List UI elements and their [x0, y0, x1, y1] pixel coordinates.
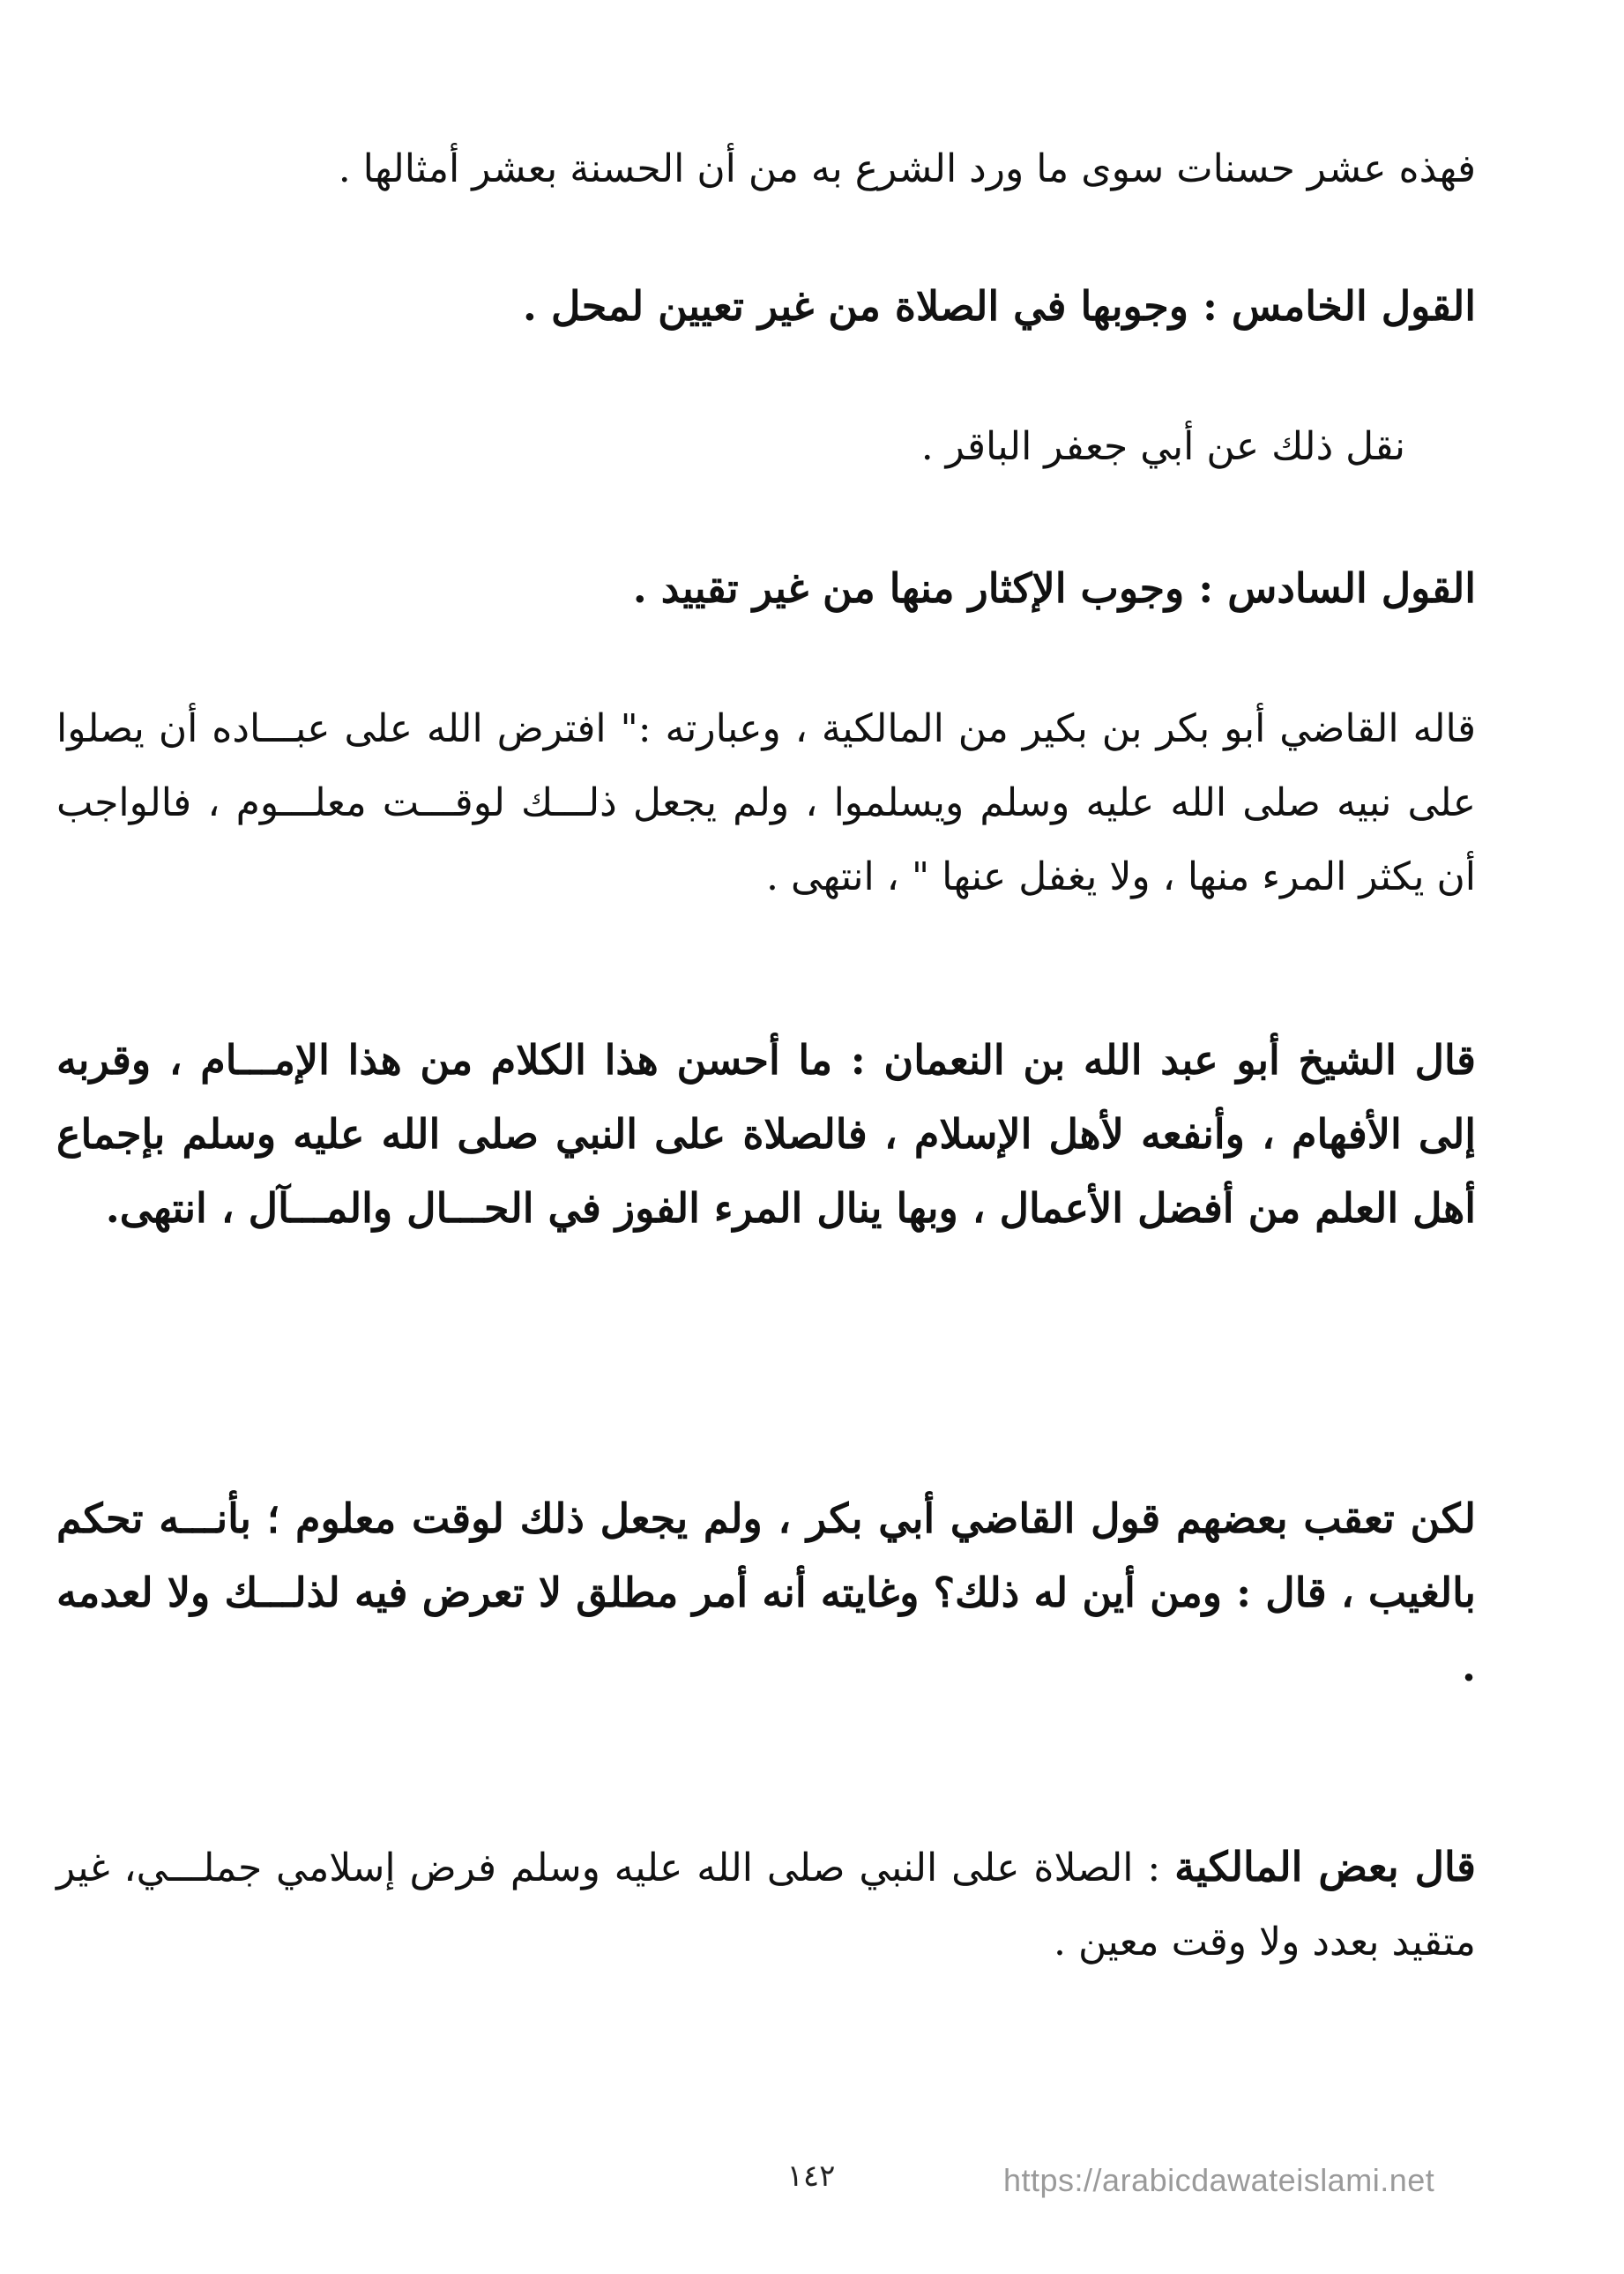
maliki-view-lead: قال بعض المالكية [1174, 1843, 1477, 1890]
paragraph-objection: لكن تعقب بعضهم قول القاضي أبي بكر ، ولم يجعل ذلك لوقت معلوم ؛ بأنـــه تحكم بالغيب ، قال : ومن أين له ذلك؟ وغايته أنه أمر مطلق لا تعرض فيه لذلـــك ولا لعدمه . [56, 1495, 1476, 1690]
paragraph-maliki-view [56, 1830, 1476, 1979]
paragraph-ten-good-deeds: فهذه عشر حسنات سوى ما ورد الشرع به من أن الحسنة بعشر أمثالها . [338, 146, 1476, 191]
maliki-view-text: : الصلاة على النبي صلى الله عليه وسلم فرض إسلامي جملـــي، غير متقيد بعدد ولا وقت معين . [56, 1845, 1476, 1965]
paragraph-qadi-abu-bakr: قاله القاضي أبو بكر بن بكير من المالكية ، وعبارته :" افترض الله على عبـــاده أن يصلوا على نبيه صلى الله عليه وسلم ويسلموا ، ولم يجعل ذلـــك لوقـــت معلـــوم ، فالواجب أن يكثر المرء منها ، ولا يغفل عنها " ، انتهى . [56, 706, 1476, 899]
page-number: ١٤٢ [786, 2158, 836, 2194]
heading-fifth-opinion: القول الخامس : وجوبها في الصلاة من غير تعيين لمحل . [522, 282, 1476, 330]
paragraph-abu-jafar: نقل ذلك عن أبي جعفر الباقر . [920, 424, 1405, 469]
paragraph-ibn-numan: قال الشيخ أبو عبد الله بن النعمان : ما أحسن هذا الكلام من هذا الإمـــام ، وقربه إلى الأفهام ، وأنفعه لأهل الإسلام ، فالصلاة على النبي صلى الله عليه وسلم بإجماع أهل العلم من أفضل الأعمال ، وبها ينال المرء الفوز في الحـــال والمـــآل ، انتهى. [56, 1036, 1476, 1232]
heading-sixth-opinion: القول السادس : وجوب الإكثار منها من غير تقييد . [632, 564, 1476, 612]
watermark-url: https://arabicdawateislami.net [1003, 2162, 1435, 2198]
